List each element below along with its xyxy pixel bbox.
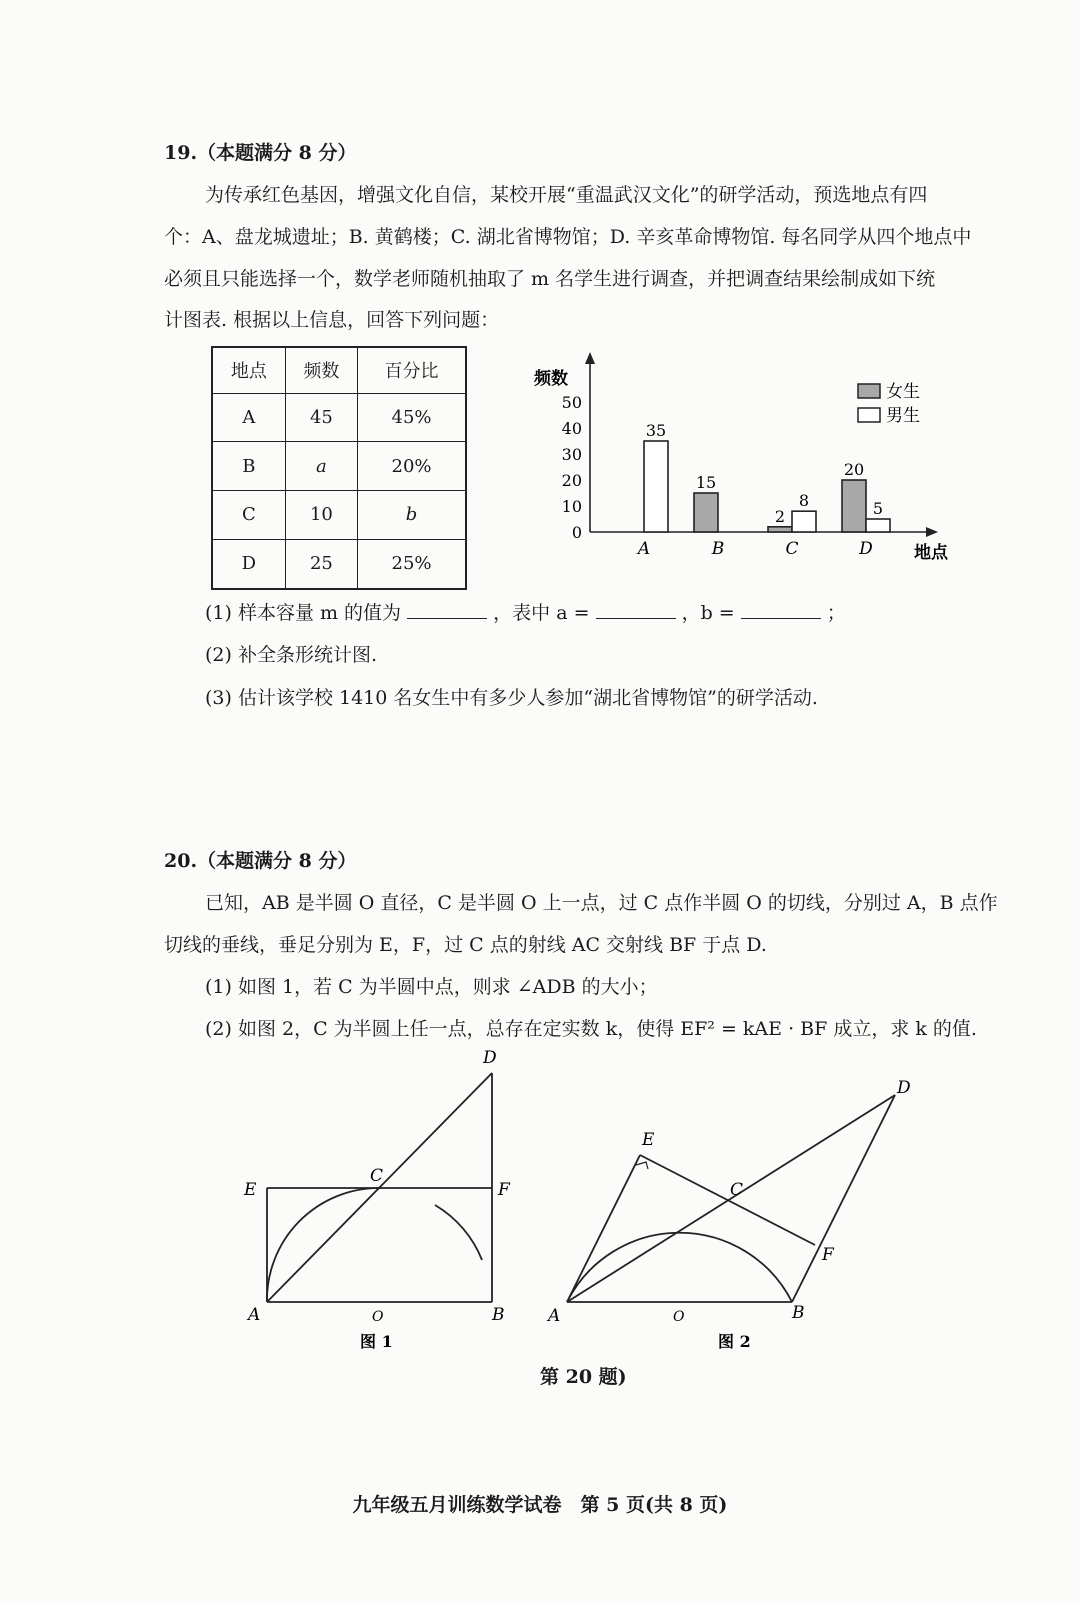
point-label-e: E — [244, 1180, 257, 1200]
q19-para-line-4: 计图表. 根据以上信息，回答下列问题： — [164, 309, 500, 331]
q20-figure-caption: 第 20 题) — [540, 1366, 627, 1388]
table-header: 地点 — [212, 347, 285, 393]
point-label-c: C — [370, 1166, 384, 1186]
y-axis-arrow — [585, 352, 595, 364]
bar — [644, 441, 668, 532]
semicircle-arc-right — [435, 1205, 482, 1260]
bar — [792, 511, 816, 532]
point-label-o: O — [372, 1309, 384, 1325]
legend-label: 男生 — [886, 406, 920, 426]
x-tick-label: A — [637, 539, 651, 559]
answer-blank-b[interactable] — [741, 602, 821, 619]
y-tick-label: 20 — [561, 471, 582, 490]
point-label-e: E — [642, 1130, 655, 1150]
table-row — [212, 442, 466, 491]
answer-blank-m[interactable] — [407, 602, 487, 619]
figure-1-label: 图 1 — [360, 1332, 393, 1351]
bar — [842, 480, 866, 532]
y-tick-label: 30 — [561, 445, 582, 464]
x-tick-label: C — [785, 539, 799, 559]
q19-sub3: (3) 估计该学校 1410 名女生中有多少人参加“湖北省博物馆”的研学活动. — [205, 687, 818, 709]
table-cell: A — [212, 393, 285, 442]
answer-blank-a[interactable] — [596, 602, 676, 619]
table-cell: 20% — [358, 442, 466, 491]
q19-sub1-text-b: ，b = — [681, 602, 735, 624]
q20-sub1: (1) 如图 1，若 C 为半圆中点，则求 ∠ADB 的大小； — [205, 976, 658, 998]
y-tick-label: 0 — [571, 523, 582, 542]
q20-sub2: (2) 如图 2，C 为半圆上任一点，总存在定实数 k，使得 EF² = kAE · BF 成立，求 k 的值. — [205, 1018, 977, 1040]
y-axis-label: 频数 — [534, 369, 568, 389]
bar — [866, 519, 890, 532]
q19-sub1-text: (1) 样本容量 m 的值为 — [205, 602, 402, 624]
page-footer: 九年级五月训练数学试卷 第 5 页(共 8 页) — [352, 1494, 728, 1516]
table-cell: C — [212, 490, 285, 539]
point-label-o: O — [673, 1309, 685, 1325]
q19-para-line-1: 为传承红色基因，增强文化自信，某校开展“重温武汉文化”的研学活动，预选地点有四 — [205, 184, 928, 206]
right-angle-mark — [636, 1162, 648, 1169]
table-cell: 45% — [358, 393, 466, 442]
q19-title: 19.（本题满分 8 分） — [164, 142, 357, 164]
frequency-table — [211, 346, 467, 590]
x-tick-label: D — [859, 539, 873, 559]
y-tick-label: 50 — [561, 393, 582, 412]
figure-2 — [540, 1065, 930, 1365]
data-label: 5 — [872, 499, 884, 518]
table-cell: 45 — [285, 393, 357, 442]
y-tick-label: 40 — [561, 419, 582, 438]
bar — [694, 493, 718, 532]
q19-sub1-text-a: ，表中 a = — [493, 602, 590, 624]
point-label-b: B — [792, 1303, 805, 1323]
q19-para-line-2: 个：A、盘龙城遗址；B. 黄鹤楼；C. 湖北省博物馆；D. 辛亥革命博物馆. 每名同学从四个地点中 — [164, 226, 972, 248]
q20-title: 20.（本题满分 8 分） — [164, 850, 357, 872]
table-cell: 10 — [285, 490, 357, 539]
table-cell: B — [212, 442, 285, 491]
table-row — [212, 539, 466, 589]
x-axis-label: 地点 — [914, 543, 948, 563]
bar — [768, 527, 792, 532]
table-row — [212, 490, 466, 539]
data-label: 15 — [695, 473, 717, 492]
q19-sub1-end: ； — [826, 602, 846, 624]
table-header: 频数 — [285, 347, 357, 393]
x-tick-label: B — [711, 539, 725, 559]
data-label: 35 — [645, 421, 667, 440]
q19-para-line-3: 必须且只能选择一个，数学老师随机抽取了 m 名学生进行调查，并把调查结果绘制成如下统 — [164, 268, 936, 290]
q20-line-2: 切线的垂线，垂足分别为 E，F，过 C 点的射线 AC 交射线 BF 于点 D. — [164, 934, 767, 956]
legend-swatch — [858, 408, 880, 422]
point-label-d: D — [483, 1048, 497, 1068]
table-cell: 25% — [358, 539, 466, 589]
table-cell: 25 — [285, 539, 357, 589]
table-row — [212, 393, 466, 442]
figure-2-label: 图 2 — [718, 1332, 751, 1351]
ray-bd — [792, 1095, 895, 1302]
point-label-a: A — [548, 1306, 561, 1326]
table-cell: b — [358, 490, 466, 539]
data-label: 8 — [798, 491, 810, 511]
x-axis-arrow — [926, 527, 938, 537]
q20-line-1: 已知，AB 是半圆 O 直径，C 是半圆 O 上一点，过 C 点作半圆 O 的切线，分别过 A，B 点作 — [205, 892, 998, 914]
legend-swatch — [858, 384, 880, 398]
bar-chart — [530, 350, 960, 570]
point-label-f: F — [498, 1180, 510, 1200]
table-cell: a — [285, 442, 357, 491]
q19-sub2: (2) 补全条形统计图. — [205, 644, 377, 666]
legend-label: 女生 — [886, 382, 920, 402]
semicircle-arc — [567, 1233, 792, 1302]
y-tick-label: 10 — [561, 497, 582, 516]
point-label-b: B — [492, 1305, 505, 1325]
q19-sub1 — [205, 598, 846, 625]
point-label-a: A — [248, 1305, 261, 1325]
point-label-f: F — [822, 1245, 834, 1265]
point-label-c: C — [730, 1180, 744, 1200]
figure-1 — [230, 1045, 530, 1365]
table-cell: D — [212, 539, 285, 589]
data-label: 20 — [843, 460, 865, 479]
data-label: 2 — [774, 506, 786, 526]
point-label-d: D — [897, 1078, 911, 1098]
table-header: 百分比 — [358, 347, 466, 393]
